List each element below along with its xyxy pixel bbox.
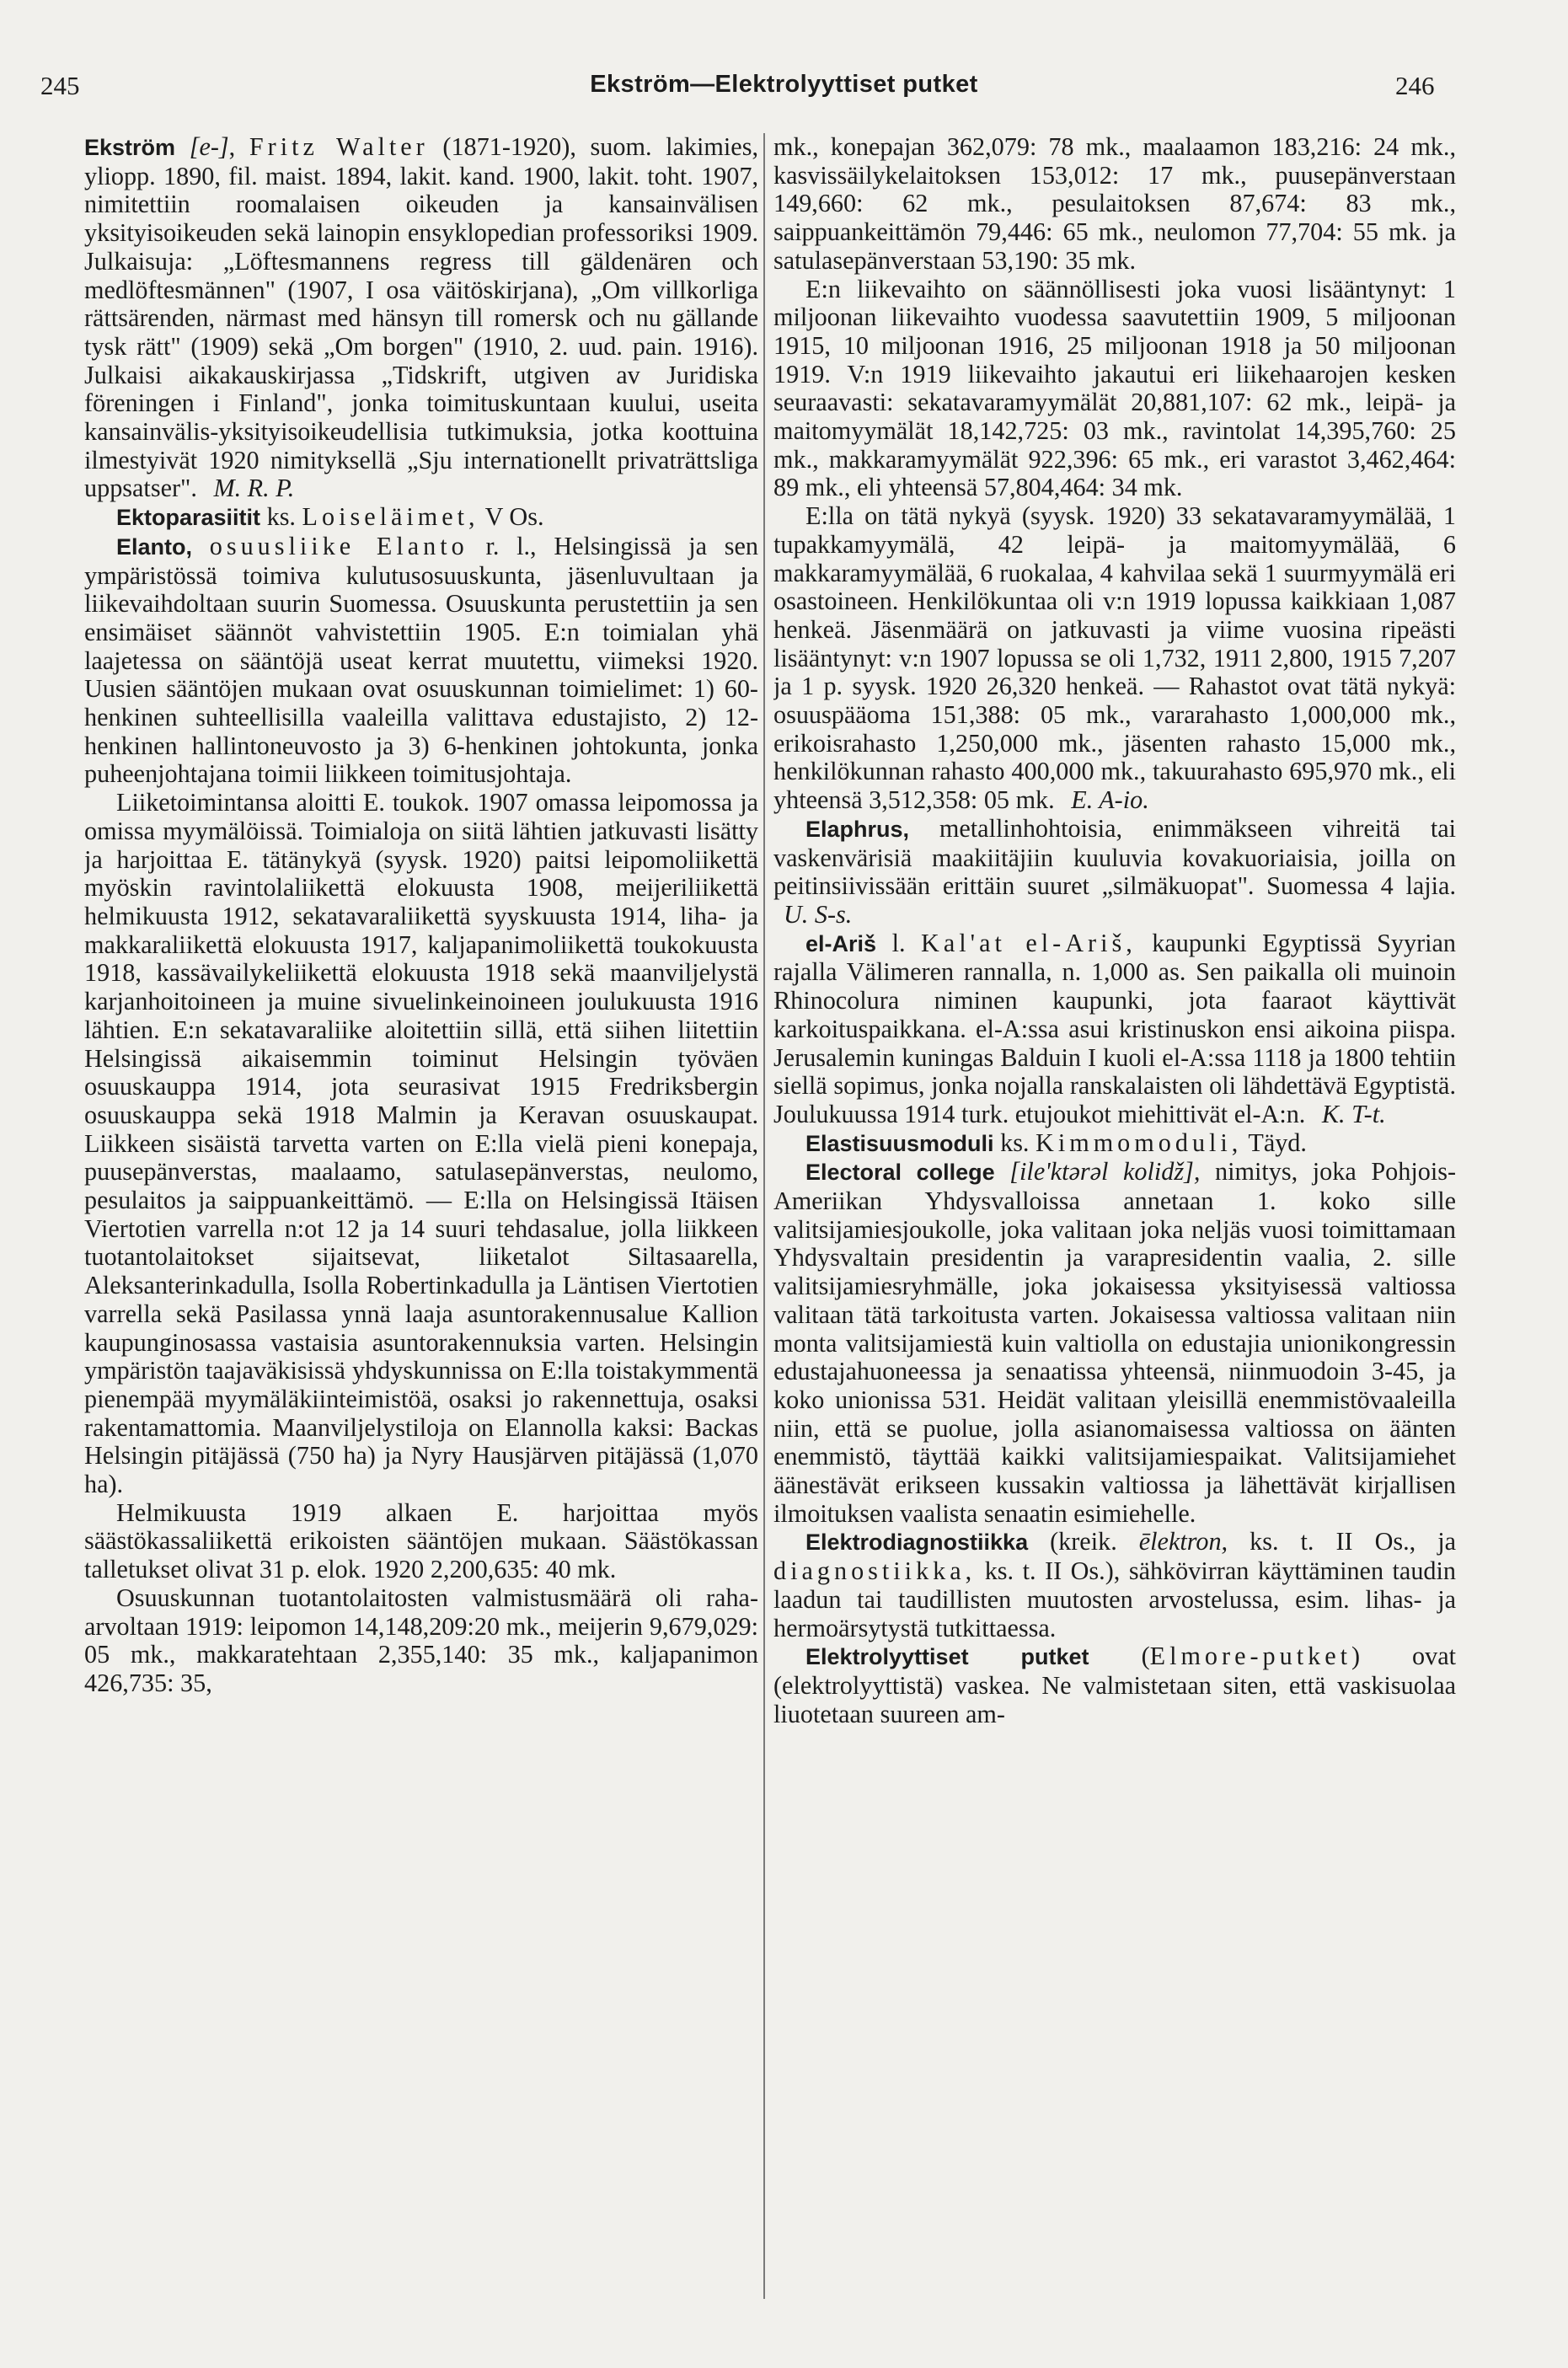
- entry-text: ks. t. II Os.), sähkövirran käyttäminen taudin laadun tai taudillisten muutosten arvostelussa, esim. lihas- ja hermoärsytystä tutkittaessa.: [773, 1556, 1456, 1642]
- signature: K. T-t.: [1321, 1099, 1386, 1128]
- entry-text: (1871-1920), suom. lakimies, yliopp. 1890, fil. maist. 1894, lakit. kand. 1900, lakit. toht. 1907, nimitettiin roomalaisen oikeuden ja kansainvälisen yksityisoikeuden sekä lainopin ensyklopedian professoriksi 1909. Julkaisuja: „Löftesmannens regress till gäldenären och medlöftesmännen" (1907, I osa väitöskirjana), „Om villkorliga rättsärenden, närmast med hänsyn till romersk och nu gällande tysk rätt" (1909) sekä „Om borgen" (1910, 2. uud. pain. 1916). Julkaisi aikakauskirjassa „Tidskrift, utgiven av Juridiska föreningen i Finland", jonka toimituskuntaan kuului, useita kansainvälis-yksityisoikeudellisia tutkimuksia, jotka koottuina ilmestyivät 1920 nimityksellä „Sju internationellt privaträttsliga uppsatser".: [84, 133, 758, 503]
- headword: Ektoparasiitit: [116, 505, 261, 531]
- spaced-name: Kal'at el-Ariš,: [921, 928, 1137, 957]
- headword: el-Ariš: [805, 930, 877, 956]
- entry-text: E:lla on tätä nykyä (syysk. 1920) 33 sekatavaramyymälää, 1 tupakkamyymälä, 42 leipä- ja maitomyymälää, 6 makkaramyymälää, 6 ruokalaa, 4 kahvilaa sekä 1 suurmyymälä eri osastoineen. Henkilökuntaa oli v:n 1919 lopussa kaikkiaan 1,087 henkeä. Jäsenmäärä on jatkuvasti ja viime vuosina ripeästi lisääntynyt: v:n 1907 lopussa se oli 1,732, 1911 2,800, 1915 7,207 ja 1 p. syysk. 1920 26,320 henkeä. — Rahastot ovat tätä nykyä: osuuspääoma 151,388: 05 mk., vararahasto 1,000,000 mk., erikoisrahasto 1,250,000 mk., jäsenten rahasto 15,000 mk., henkilökunnan rahasto 400,000 mk., takuurahasto 695,970 mk., eli yhteensä 3,512,358: 05 mk.: [773, 501, 1456, 815]
- entry-electoral-college: [773, 1158, 1456, 1528]
- entry-text: V Os.: [484, 502, 544, 532]
- entry-text: (: [1141, 1642, 1150, 1671]
- entry-text: ks. t. II Os., ja: [1250, 1527, 1456, 1556]
- headword: Electoral college: [805, 1160, 995, 1186]
- running-title: Ekström—Elektrolyyttiset putket: [590, 71, 978, 98]
- left-column: [84, 133, 758, 2358]
- entry-text: metallinhohtoisia, enimmäkseen vihreitä tai vaskenvärisiä maakiitäjiin kuuluvia kovakuoriaisia, joilla on peitinsiivissään erittäin suuret „silmäkuopat". Suomessa 4 lajia.: [773, 813, 1456, 901]
- signature: E. A-io.: [1071, 785, 1149, 815]
- signature: U. S-s.: [784, 899, 853, 929]
- headword: Elanto,: [116, 533, 193, 560]
- pronunciation: [e-]: [189, 133, 229, 161]
- paragraph: mk., konepajan 362,079: 78 mk., maalaamon 183,216: 24 mk., kasvissäilykelaitoksen 153,012: 17 mk., puusepänverstaan 149,660: 62 mk., pesulaitoksen 87,674: 83 mk., saippuankeittämön 79,446: 65 mk., neulomon 77,704: 55 mk. ja satulasepänverstaan 53,190: 35 mk.: [773, 133, 1456, 275]
- page-number-left: 245: [40, 71, 80, 100]
- headword: Elektrolyyttiset putket: [805, 1644, 1089, 1670]
- entry-text: (kreik.: [1050, 1527, 1117, 1556]
- entry-el-aris: [773, 930, 1456, 1129]
- spaced-name: osuusliike Elanto: [209, 531, 468, 560]
- entry-text: nimitys, joka Pohjois-Ameriikan Yhdysvalloissa annetaan 1. koko sille valitsijamiesjoukolle, joka valitaan joka neljäs vuosi toimittamaan Yhdysvaltain presidentin ja varapresidentin vaalia, 2. sille valitsijamiesryhmälle, joka jokaisessa yksityisessä valtiossa valitaan tätä tarkoitusta varten. Jokaisessa valtiossa valitaan niin monta valitsijamiestä kuin valtiolla on edustajia unionikongressin edustajahuoneessa ja senaatissa yhteensä, niinmuodoin 3-45, ja koko unionissa 531. Heidät valitaan yleisillä enemmistövaaleilla niin, että se puolue, jolla asianomaisessa valtiossa on äänten enemmistö, täyttää kaikki valitsijamiespaikat. Valitsijamiehet äänestävät erikseen kussakin valtiossa ja lähettävät kirjallisen ilmoituksen vaalista senaatin esimiehelle.: [773, 1157, 1456, 1528]
- headword: Elaphrus,: [805, 816, 910, 842]
- entry-text: ) ovat (elektrolyyttistä) vaskea. Ne valmistetaan siten, että vaskisuolaa liuotetaan suureen am-: [773, 1642, 1456, 1728]
- paragraph: E:n liikevaihto on säännöllisesti joka vuosi lisääntynyt: 1 miljoonan liikevaihto vuodessa saavutettiin 1909, 5 miljoonan 1915, 10 miljoonan 1916, 25 miljoonan 1918 ja 50 miljoonan 1919. V:n 1919 liikevaihto jakautui eri liikehaarojen kesken seuraavasti: sekatavaramyymälät 20,881,107: 62 mk., leipä- ja maitomyymälät 18,142,725: 03 mk., ravintolat 14,395,760: 25 mk., makkaramyymälät 922,396: 65 mk., eri varastot 3,462,464: 89 mk., eli yhteensä 57,804,464: 34 mk.: [773, 274, 1456, 502]
- entry-text: l.: [891, 928, 906, 957]
- headword: Ekström: [84, 135, 176, 160]
- cross-reference: Kimmomoduli,: [1036, 1128, 1243, 1157]
- running-header: [0, 71, 1568, 113]
- spaced-name: diagnostiikka,: [773, 1556, 977, 1586]
- entry-elastisuusmoduli: [773, 1129, 1456, 1159]
- spaced-name: Fritz Walter: [249, 133, 429, 161]
- entry-text: ks.: [1000, 1128, 1030, 1157]
- right-column: [773, 133, 1456, 2358]
- entry-text: r. l., Helsingissä ja sen ympäristössä toimiva kulutusosuuskunta, jäsenluvultaan ja liikevaihdoltaan suurin Suomessa. Osuuskunta perustettiin ja sen ensimäiset säännöt vahvistettiin 1905. E:n toimialan yhä laajetessa on sääntöjä useat kerrat muutettu, viimeksi 1920. Uusien sääntöjen mukaan ovat osuuskunnan toimielimet: 1) 60-henkinen suhteellisilla vaaleilla valittava edustajisto, 2) 12-henkinen hallintoneuvosto ja 3) 6-henkinen johtokunta, jonka puheenjohtajana toimii liikkeen toimitusjohtaja.: [84, 531, 758, 789]
- entry-elektrodiagnostiikka: [773, 1528, 1456, 1642]
- entry-ektoparasiitit: [84, 503, 758, 533]
- column-divider: [763, 133, 765, 2299]
- entry-text: Täyd.: [1248, 1128, 1307, 1157]
- paragraph: Liiketoimintansa aloitti E. toukok. 1907 omassa leipomossa ja omissa myymälöissä. Toimialoja on siitä lähtien jatkuvasti lisätty ja harjoittaa E. tätänykyä (syysk. 1920) paitsi leipomoliikettä myöskin ravintolaliikettä elokuusta 1908, meijeriliikettä helmikuusta 1912, sekatavaraliikettä syyskuusta 1914, liha- ja makkaraliikettä elokuusta 1917, kaljapanimoliikettä toukokuusta 1918, kassävailykeliikettä elokuusta 1918 sekä maanviljelystä karjanhoitoineen ja muine sivuelinkeinoineen joulukuusta 1916 lähtien. E:n sekatavaraliike aloitettiin sillä, että siihen liitettiin Helsingissä aikaisemmin toiminut Helsingin työväen osuuskauppa 1914, jota seurasivat 1915 Fredriksbergin osuuskauppa sekä 1918 Malmin ja Keravan osuuskaupat. Liikkeen sisäistä tarvetta varten on E:lla vielä pieni konepaja, puusepänverstas, maalaamo, satulasepänverstas, neulomo, pesulaitos ja saippuankeittämö. — E:lla on Helsingissä Itäisen Viertotien varrella n:ot 12 ja 14 suuri tehdasalue, jolla liikkeen tuotantolaitokset sijaitsevat, liiketalot Siltasaarella, Aleksanterinkadulla, Isolla Robertinkadulla ja Läntisen Viertotien varrella sekä Pasilassa ynnä laaja asuntorakennusalue Kallion kaupunginosassa vastaisia asuntorakennuksia varten. Helsingin ympäristön taajaväkisissä yhdyskunnissa on E:lla toistakymmentä pienempää myymäläkiinteimistöä, osaksi jo rakennettuja, osaksi rakentamattomia. Maanviljelystiloja on Elannolla kaksi: Backas Helsingin pitäjässä (750 ha) ja Nyry Hausjärven pitäjässä (1,070 ha).: [84, 788, 758, 1499]
- headword: Elastisuusmoduli: [805, 1130, 994, 1156]
- signature: M. R. P.: [213, 474, 295, 503]
- paragraph: Osuuskunnan tuotantolaitosten valmistusmäärä oli raha-arvoltaan 1919: leipomon 14,148,209:20 mk., meijerin 9,679,029: 05 mk., makkaratehtaan 2,355,140: 35 mk., kaljapanimon 426,735: 35,: [84, 1583, 758, 1697]
- entry-elektrolyyttiset-putket: [773, 1642, 1456, 1728]
- etymology-word: ēlektron,: [1138, 1527, 1228, 1556]
- entry-ekstrom: Ekström [e-], Fritz Walter (1871-1920), suom. lakimies, yliopp. 1890, fil. maist. 1894, lakit. kand. 1900, lakit. toht. 1907, nimitettiin roomalaisen oikeuden ja kansainvälisen yksityisoikeuden sekä lainopin ensyklopedian professoriksi 1909. Julkaisuja: „Löftesmannens regress till gäldenären och medlöftesmännen" (1907, I osa väitöskirjana), „Om villkorliga rättsärenden, närmast med hänsyn till romersk och nu gällande tysk rätt" (1909) sekä „Om borgen" (1910, 2. uud. pain. 1916). Julkaisi aikakauskirjassa „Tidskrift, utgiven av Juridiska föreningen i Finland", jonka toimituskuntaan kuului, useita kansainvälis-yksityisoikeudellisia tutkimuksia, jotka koottuina ilmestyivät 1920 nimityksellä „Sju internationellt privaträttsliga uppsatser". M. R. P.: [84, 133, 758, 503]
- entry-elaphrus: [773, 815, 1456, 930]
- entry-text: kaupunki Egyptissä Syyrian rajalla Välimeren rannalla, n. 1,000 as. Sen paikalla oli muinoin Rhinocolura niminen kaupunki, jota faaraot käyttivät karkoituspaikkana. el-A:ssa asui kristinuskon ensi aikoina piispa. Jerusalemin kuningas Balduin I kuoli el-A:ssa 1118 ja 1800 tehtiin siellä sopimus, jonka nojalla ranskalaisten oli lähdettävä Egyptistä. Joulukuussa 1914 turk. etujoukot miehittivät el-A:n.: [773, 928, 1456, 1128]
- headword: Elektrodiagnostiikka: [805, 1530, 1029, 1556]
- page-number-right: 246: [1395, 71, 1435, 100]
- cross-reference: Loiseläimet,: [302, 502, 479, 532]
- spaced-name: Elmore-putket: [1149, 1642, 1351, 1671]
- paragraph: [773, 502, 1456, 815]
- entry-text: ks.: [266, 502, 296, 532]
- pronunciation: [ile'ktərəl kolidž],: [1009, 1157, 1201, 1187]
- paragraph: Helmikuusta 1919 alkaen E. harjoittaa myös säästökassaliikettä erikoisten sääntöjen mukaan. Säästökassan talletukset olivat 31 p. elok. 1920 2,200,635: 40 mk.: [84, 1497, 758, 1584]
- entry-elanto: [84, 533, 758, 789]
